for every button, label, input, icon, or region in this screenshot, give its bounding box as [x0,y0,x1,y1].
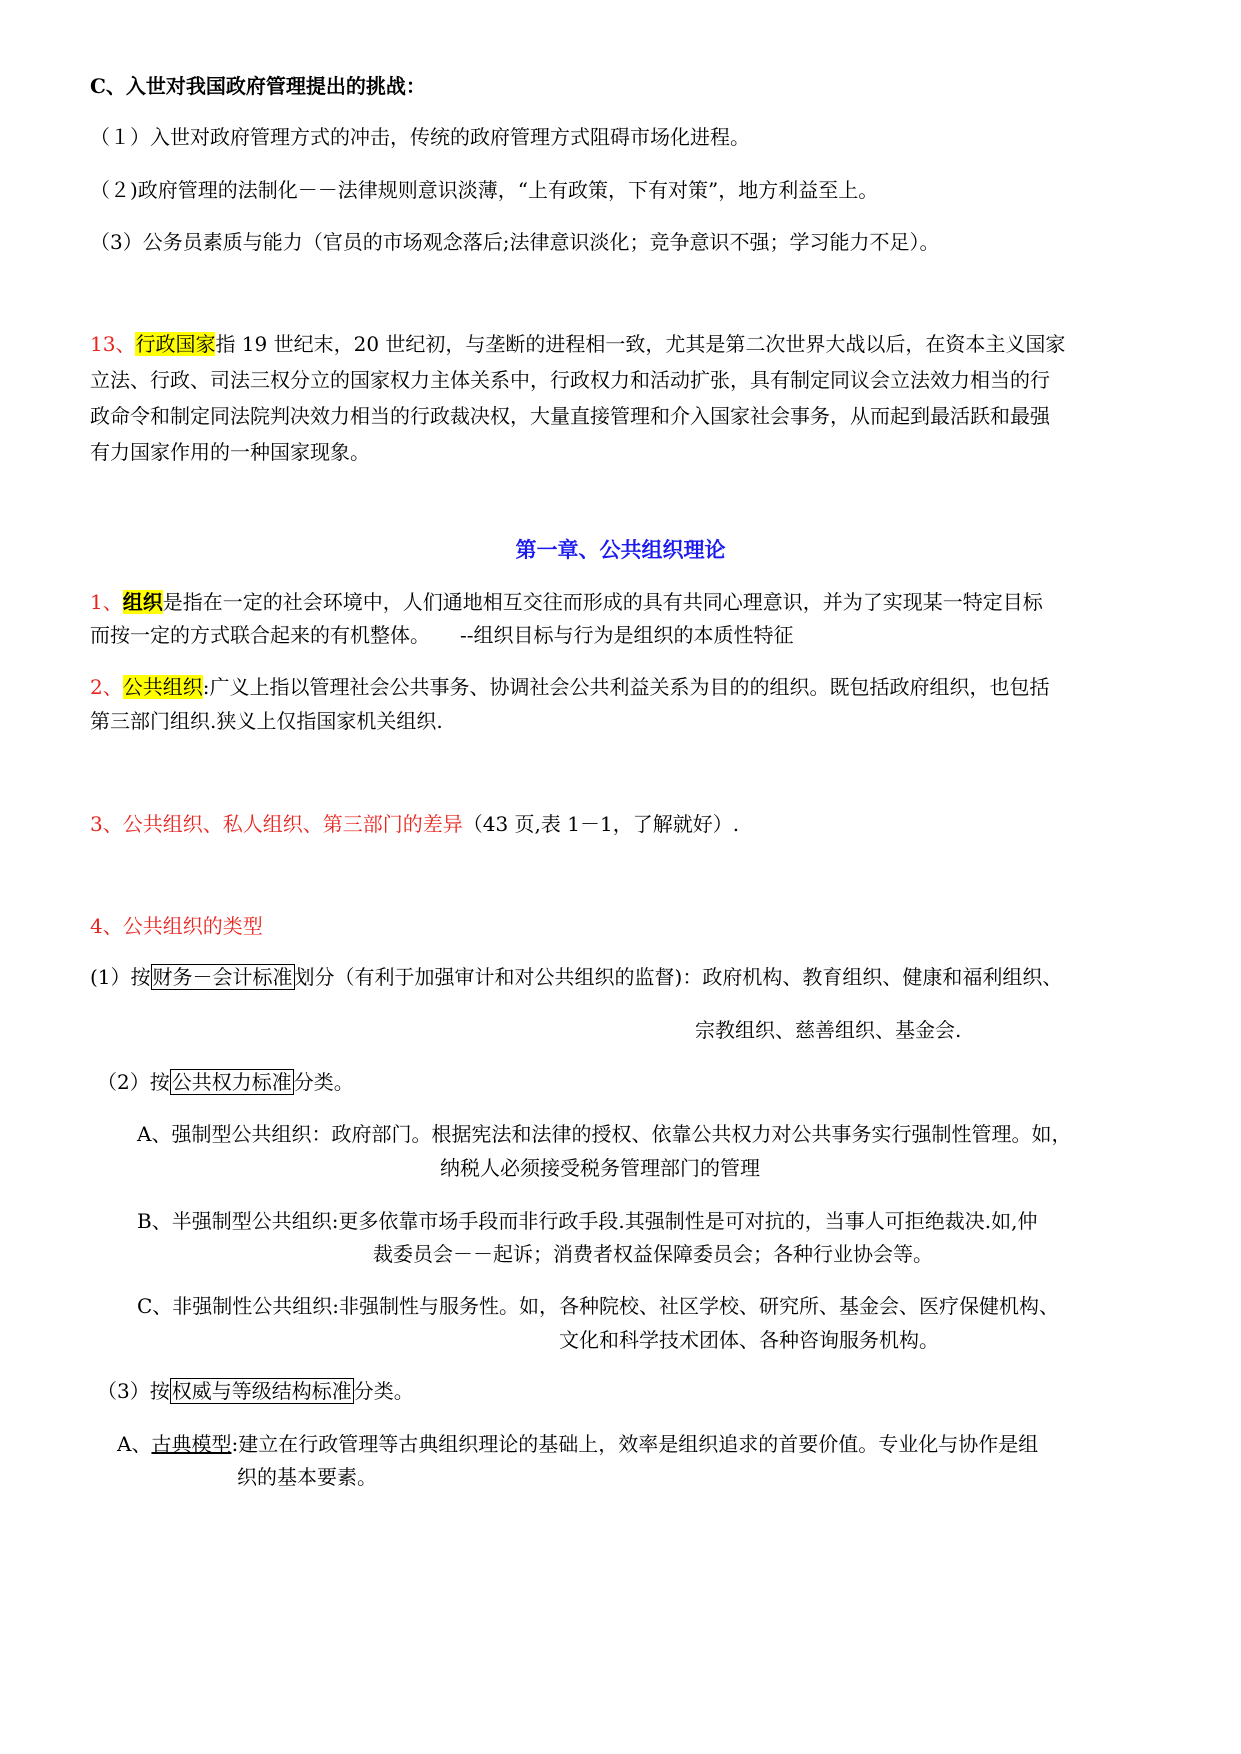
item13-line-3: 政命令和制定同法院判决效力相当的行政裁决权，大量直接管理和介入国家社会事务，从而起到最活跃和最强 [90,404,1050,428]
item2-line-2: 第三部门组织.狭义上仅指国家机关组织. [90,709,443,733]
item4-heading: 4、公共组织的类型 [90,914,263,938]
item4-p2-b-line-1: B、半强制型公共组织:更多依靠市场手段而非行政手段.其强制性是可对抗的，当事人可拒绝裁决.如,仲 [137,1209,1038,1233]
item4-p2-c-line-2: 文化和科学技术团体、各种咨询服务机构。 [559,1328,939,1352]
section-c-item-2: （２)政府管理的法制化－－法律规则意识淡薄，“上有政策，下有对策”，地方利益至上。 [90,178,879,202]
item4-p2-prefix: （2）按 [97,1070,170,1094]
section-c-item-1: （１）入世对政府管理方式的冲击，传统的政府管理方式阻碍市场化进程。 [90,125,750,149]
item4-p3-prefix: （3）按 [97,1379,170,1403]
section-c-heading: C、入世对我国政府管理提出的挑战： [90,74,426,98]
item4-p2-b-line-2: 裁委员会－－起诉；消费者权益保障委员会；各种行业协会等。 [373,1242,933,1266]
item3-line [90,810,739,838]
item2-text-1: :广义上指以管理社会公共事务、协调社会公共利益关系为目的的组织。既包括政府组织，也包括 [202,675,1050,699]
item4-p3-boxed-term: 权威与等级结构标准 [171,1379,352,1403]
item4-p2-text: 分类。 [293,1070,354,1094]
item13-line-2: 立法、行政、司法三权分立的国家权力主体关系中，行政权力和活动扩张，具有制定同议会立法效力相当的行 [90,368,1050,392]
item4-p1-line-2: 宗教组织、慈善组织、基金会. [695,1018,962,1042]
item4-p3-a-text: :建立在行政管理等古典组织理论的基础上，效率是组织追求的首要价值。专业化与协作是组 [231,1432,1039,1456]
section-c-item-3: （3）公务员素质与能力（官员的市场观念落后;法律意识淡化；竞争意识不强；学习能力不足）。 [90,230,940,254]
item4-p1-text: 划分（有利于加强审计和对公共组织的监督)：政府机构、教育组织、健康和福利组织、 [294,965,1063,989]
item1-line-2: 而按一定的方式联合起来的有机整体。 --组织目标与行为是组织的本质性特征 [90,623,794,647]
item4-p3-a-term: 古典模型 [151,1432,232,1456]
item4-p2-a-line-1: A、强制型公共组织：政府部门。根据宪法和法律的授权、依靠公共权力对公共事务实行强制性管理。如， [137,1122,1072,1146]
item13-line-1 [90,330,1065,358]
chapter-title: 第一章、公共组织理论 [515,537,726,562]
item13-number: 13、 [90,332,136,356]
item4-p2-a-line-2: 纳税人必须接受税务管理部门的管理 [440,1156,760,1180]
item4-p1-boxed-term: 财务－会计标准 [152,965,293,989]
item13-line-4: 有力国家作用的一种国家现象。 [90,440,370,464]
item4-p3-text: 分类。 [353,1379,414,1403]
item4-p2-c-line-1: C、非强制性公共组织:非强制性与服务性。如，各种院校、社区学校、研究所、基金会、医疗保健机构、 [137,1294,1060,1318]
item13-text-1: 指 19 世纪末，20 世纪初，与垄断的进程相一致，尤其是第二次世界大战以后，在资本主义国家 [215,332,1066,356]
item4-p3-a-prefix: A、 [117,1432,152,1456]
item2-number: 2、 [90,675,123,699]
item4-p3-a-line-2: 织的基本要素。 [237,1465,377,1489]
item4-p2-line [97,1068,354,1096]
item2-line-1 [90,673,1049,701]
item4-p3-line [97,1377,414,1405]
item4-p3-a-line-1 [117,1430,1038,1458]
item1-term: 组织 [122,590,163,614]
item4-p1-prefix: (1）按 [90,965,151,989]
item1-line-1 [90,588,1043,616]
item4-p2-boxed-term: 公共权力标准 [171,1070,292,1094]
item1-number: 1、 [90,590,123,614]
item2-term: 公共组织 [122,675,203,699]
item13-term: 行政国家 [135,332,216,356]
item1-text-1: 是指在一定的社会环境中，人们通地相互交往而形成的具有共同心理意识，并为了实现某一特定目标 [162,590,1043,614]
item3-note: （43 页,表 1－1，了解就好）. [462,812,740,836]
item3-heading: 3、公共组织、私人组织、第三部门的差异 [90,812,463,836]
item4-p1-line-1 [90,963,1062,991]
